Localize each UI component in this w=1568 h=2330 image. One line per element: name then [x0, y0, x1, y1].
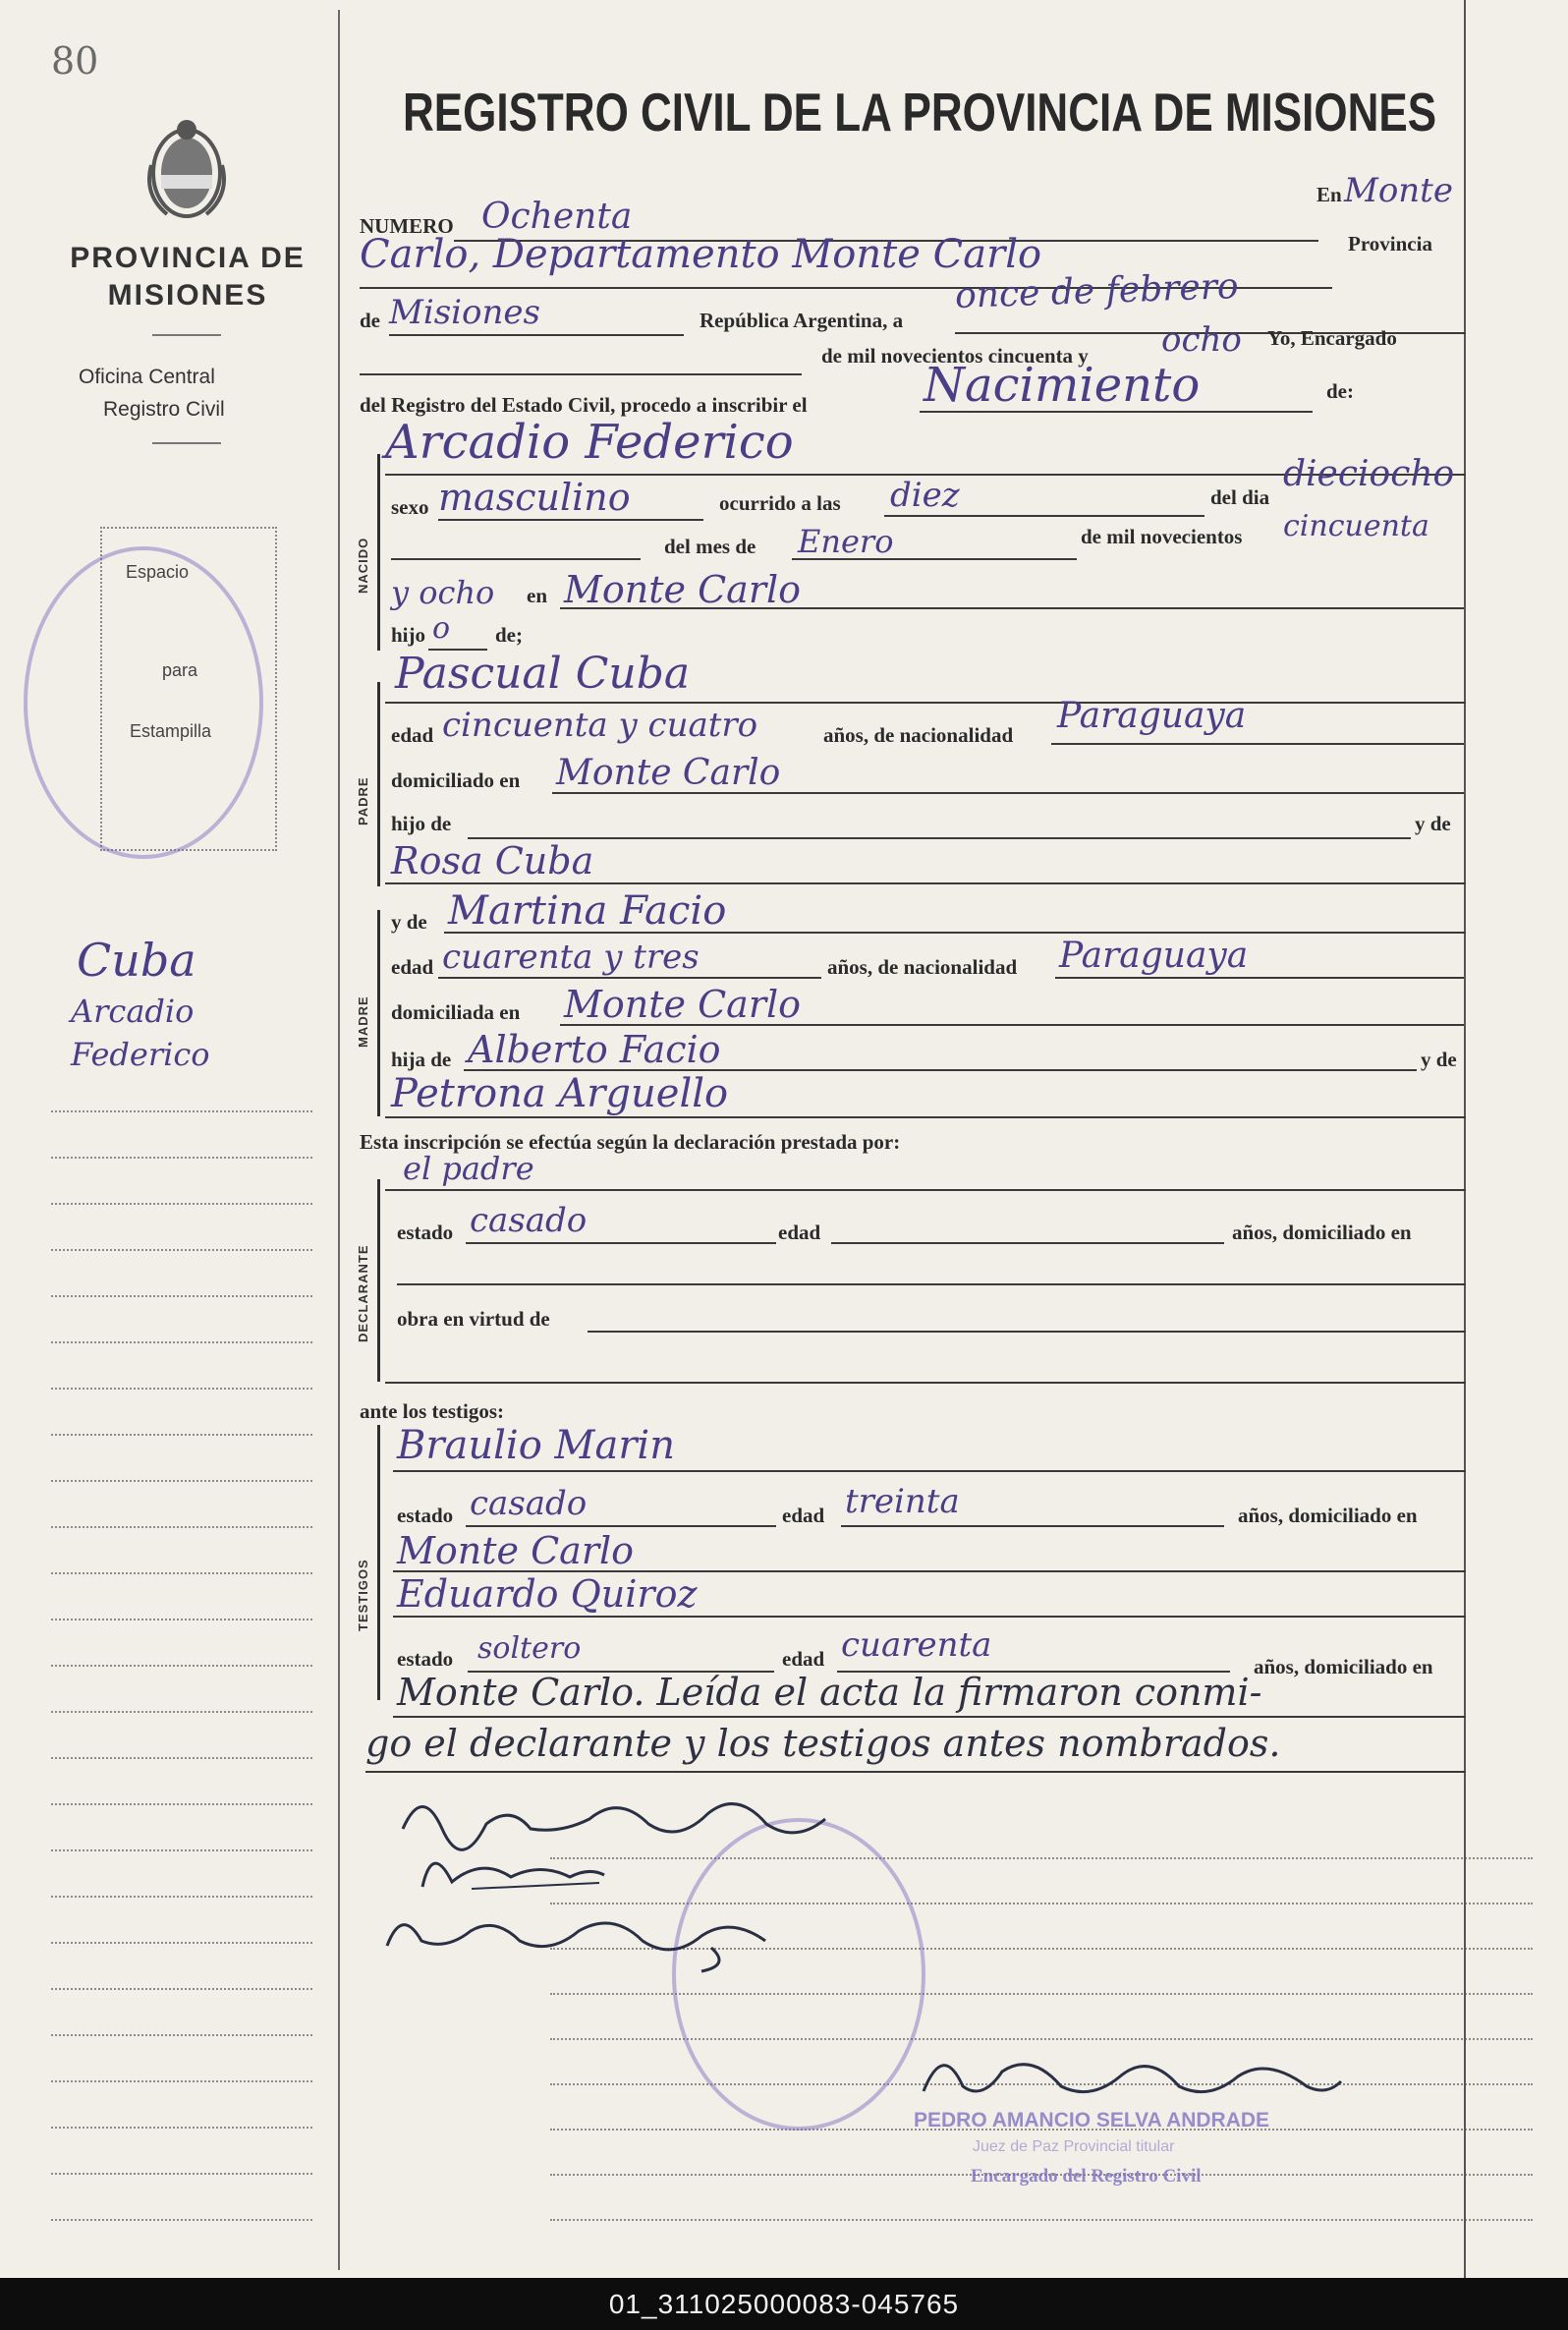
inscripcion-label: Esta inscripción se efectúa según la declaración prestada por:	[360, 1130, 901, 1154]
numero-value: Ochenta	[481, 197, 633, 237]
decl-estado: casado	[470, 1201, 588, 1240]
sexo-value: masculino	[438, 476, 631, 519]
republica-label: República Argentina, a	[700, 309, 904, 332]
mes-value: Enero	[798, 523, 894, 560]
year2-value: y ocho	[391, 574, 495, 611]
year-label: de mil novecientos cincuenta y	[821, 344, 1089, 368]
encargado-label: Yo, Encargado	[1267, 326, 1397, 350]
father-dom: Monte Carlo	[556, 753, 781, 793]
office-label: Oficina Central	[79, 366, 215, 388]
obra-label: obra en virtud de	[397, 1307, 550, 1331]
margin-name: Arcadio	[71, 993, 195, 1030]
official-role: Juez de Paz Provincial titular	[973, 2138, 1175, 2155]
father-age: cincuenta y cuatro	[442, 706, 758, 745]
anos-dom-label: años, domiciliado en	[1232, 1221, 1412, 1244]
section-bar	[377, 454, 380, 651]
mother-age: cuarenta y tres	[442, 938, 700, 977]
signature-witness-1	[413, 1838, 609, 1897]
y-de-label: y de	[1421, 1048, 1457, 1071]
divider	[152, 334, 221, 336]
registro-label: del Registro del Estado Civil, procedo a inscribir el	[360, 393, 808, 417]
margin-name: Federico	[71, 1036, 210, 1073]
hijo-label: hijo	[391, 623, 426, 647]
t2-name: Eduardo Quiroz	[397, 1572, 698, 1616]
t1-dom: Monte Carlo	[397, 1529, 635, 1572]
page-title: REGISTRO CIVIL DE LA PROVINCIA DE MISIONES	[403, 83, 1437, 143]
father-mother: Rosa Cuba	[391, 839, 594, 882]
father-nat: Paraguaya	[1057, 696, 1247, 736]
page-number: 80	[51, 39, 99, 83]
dia-label: del dia	[1210, 485, 1270, 509]
margin-surname: Cuba	[77, 934, 196, 987]
anos-nac-label: años, de nacionalidad	[827, 955, 1018, 979]
mil-value: cincuenta	[1283, 509, 1429, 543]
divider	[152, 442, 221, 444]
t1-edad: treinta	[845, 1482, 960, 1521]
section-label-nacido: NACIDO	[356, 537, 370, 594]
right-border	[1464, 0, 1466, 2278]
sexo-label: sexo	[391, 495, 429, 519]
stamp-space-label: Estampilla	[130, 721, 212, 741]
ocurrido-label: ocurrido a las	[719, 491, 841, 515]
mes-label: del mes de	[664, 535, 756, 558]
y-de-label: y de	[1415, 812, 1451, 835]
lugar-value: Monte Carlo	[564, 568, 802, 611]
edad-label: edad	[391, 723, 434, 747]
father-name: Pascual Cuba	[395, 649, 691, 699]
estado-label: estado	[397, 1504, 454, 1527]
section-bar	[377, 1425, 380, 1700]
hija-de-label: hija de	[391, 1048, 452, 1071]
section-bar	[377, 1179, 380, 1382]
place-value: Carlo, Departamento Monte Carlo	[360, 232, 1042, 277]
mother-father: Alberto Facio	[468, 1028, 721, 1071]
t2-estado: soltero	[477, 1631, 582, 1666]
year-value: ocho	[1161, 320, 1242, 360]
anos-nac-label: años, de nacionalidad	[823, 723, 1014, 747]
declarante-value: el padre	[403, 1150, 534, 1187]
de2-label: de:	[1326, 379, 1354, 403]
stamp-space-label: Espacio	[126, 562, 190, 582]
official-role: Encargado del Registro Civil	[971, 2166, 1202, 2187]
en-value: Monte	[1344, 171, 1453, 210]
en-label: En	[1316, 183, 1342, 206]
t2-edad: cuarenta	[841, 1625, 992, 1665]
section-bar	[377, 910, 380, 1116]
margin-line	[338, 10, 340, 2270]
estado-label: estado	[397, 1221, 454, 1244]
domiciliada-label: domiciliada en	[391, 1000, 521, 1024]
mil-label: de mil novecientos	[1081, 525, 1243, 548]
provincia-value: Misiones	[389, 293, 540, 332]
de-label: de	[360, 309, 380, 332]
de3-label: de;	[495, 623, 523, 647]
closing-text: go el declarante y los testigos antes nombrados.	[365, 1722, 1281, 1765]
testigos-label: ante los testigos:	[360, 1399, 504, 1423]
closing-text: Monte Carlo. Leída el acta la firmaron conmi-	[397, 1671, 1262, 1714]
civil-registry-stamp	[24, 546, 263, 859]
t1-estado: casado	[470, 1484, 588, 1523]
stamp-space-label: para	[162, 660, 198, 680]
hijo-de-label: hijo de	[391, 812, 452, 835]
date-value: once de febrero	[954, 265, 1240, 317]
mother-name: Martina Facio	[448, 888, 727, 934]
section-label-declarante: DECLARANTE	[356, 1244, 370, 1342]
domiciliado-label: domiciliado en	[391, 768, 521, 792]
section-bar	[377, 682, 380, 886]
provincia-label: Provincia	[1348, 232, 1432, 256]
section-label-madre: MADRE	[356, 995, 370, 1048]
edad-label: edad	[782, 1647, 825, 1671]
hora-value: diez	[890, 476, 960, 515]
section-label-testigos: TESTIGOS	[356, 1559, 370, 1631]
hijo-value: o	[432, 611, 451, 646]
province-label: PROVINCIA DE MISIONES	[70, 242, 306, 312]
signature-witness-2	[377, 1897, 790, 1975]
edad-label: edad	[778, 1221, 821, 1244]
coat-of-arms-icon	[138, 116, 236, 226]
mother-nat: Paraguaya	[1059, 936, 1249, 976]
edad-label: edad	[782, 1504, 825, 1527]
section-label-padre: PADRE	[356, 776, 370, 825]
anos-dom-label: años, domiciliado en	[1238, 1504, 1418, 1527]
dia-value: dieciocho	[1283, 454, 1455, 494]
mother-mother: Petrona Arguello	[391, 1071, 729, 1116]
official-name: PEDRO AMANCIO SELVA ANDRADE	[914, 2109, 1270, 2131]
mother-dom: Monte Carlo	[564, 983, 802, 1026]
anos-dom-label: años, domiciliado en	[1254, 1655, 1433, 1678]
en2-label: en	[527, 584, 547, 607]
acto-value: Nacimiento	[924, 358, 1201, 413]
office-label-2: Registro Civil	[103, 398, 225, 421]
estado-label: estado	[397, 1647, 454, 1671]
numero-label: NUMERO	[360, 214, 454, 238]
t1-name: Braulio Marin	[397, 1423, 675, 1468]
child-name: Arcadio Federico	[385, 415, 794, 470]
signature-official	[914, 2032, 1346, 2121]
edad-label: edad	[391, 955, 434, 979]
y-de2-label: y de	[391, 910, 427, 934]
image-caption: 01_311025000083-045765	[0, 2278, 1568, 2330]
